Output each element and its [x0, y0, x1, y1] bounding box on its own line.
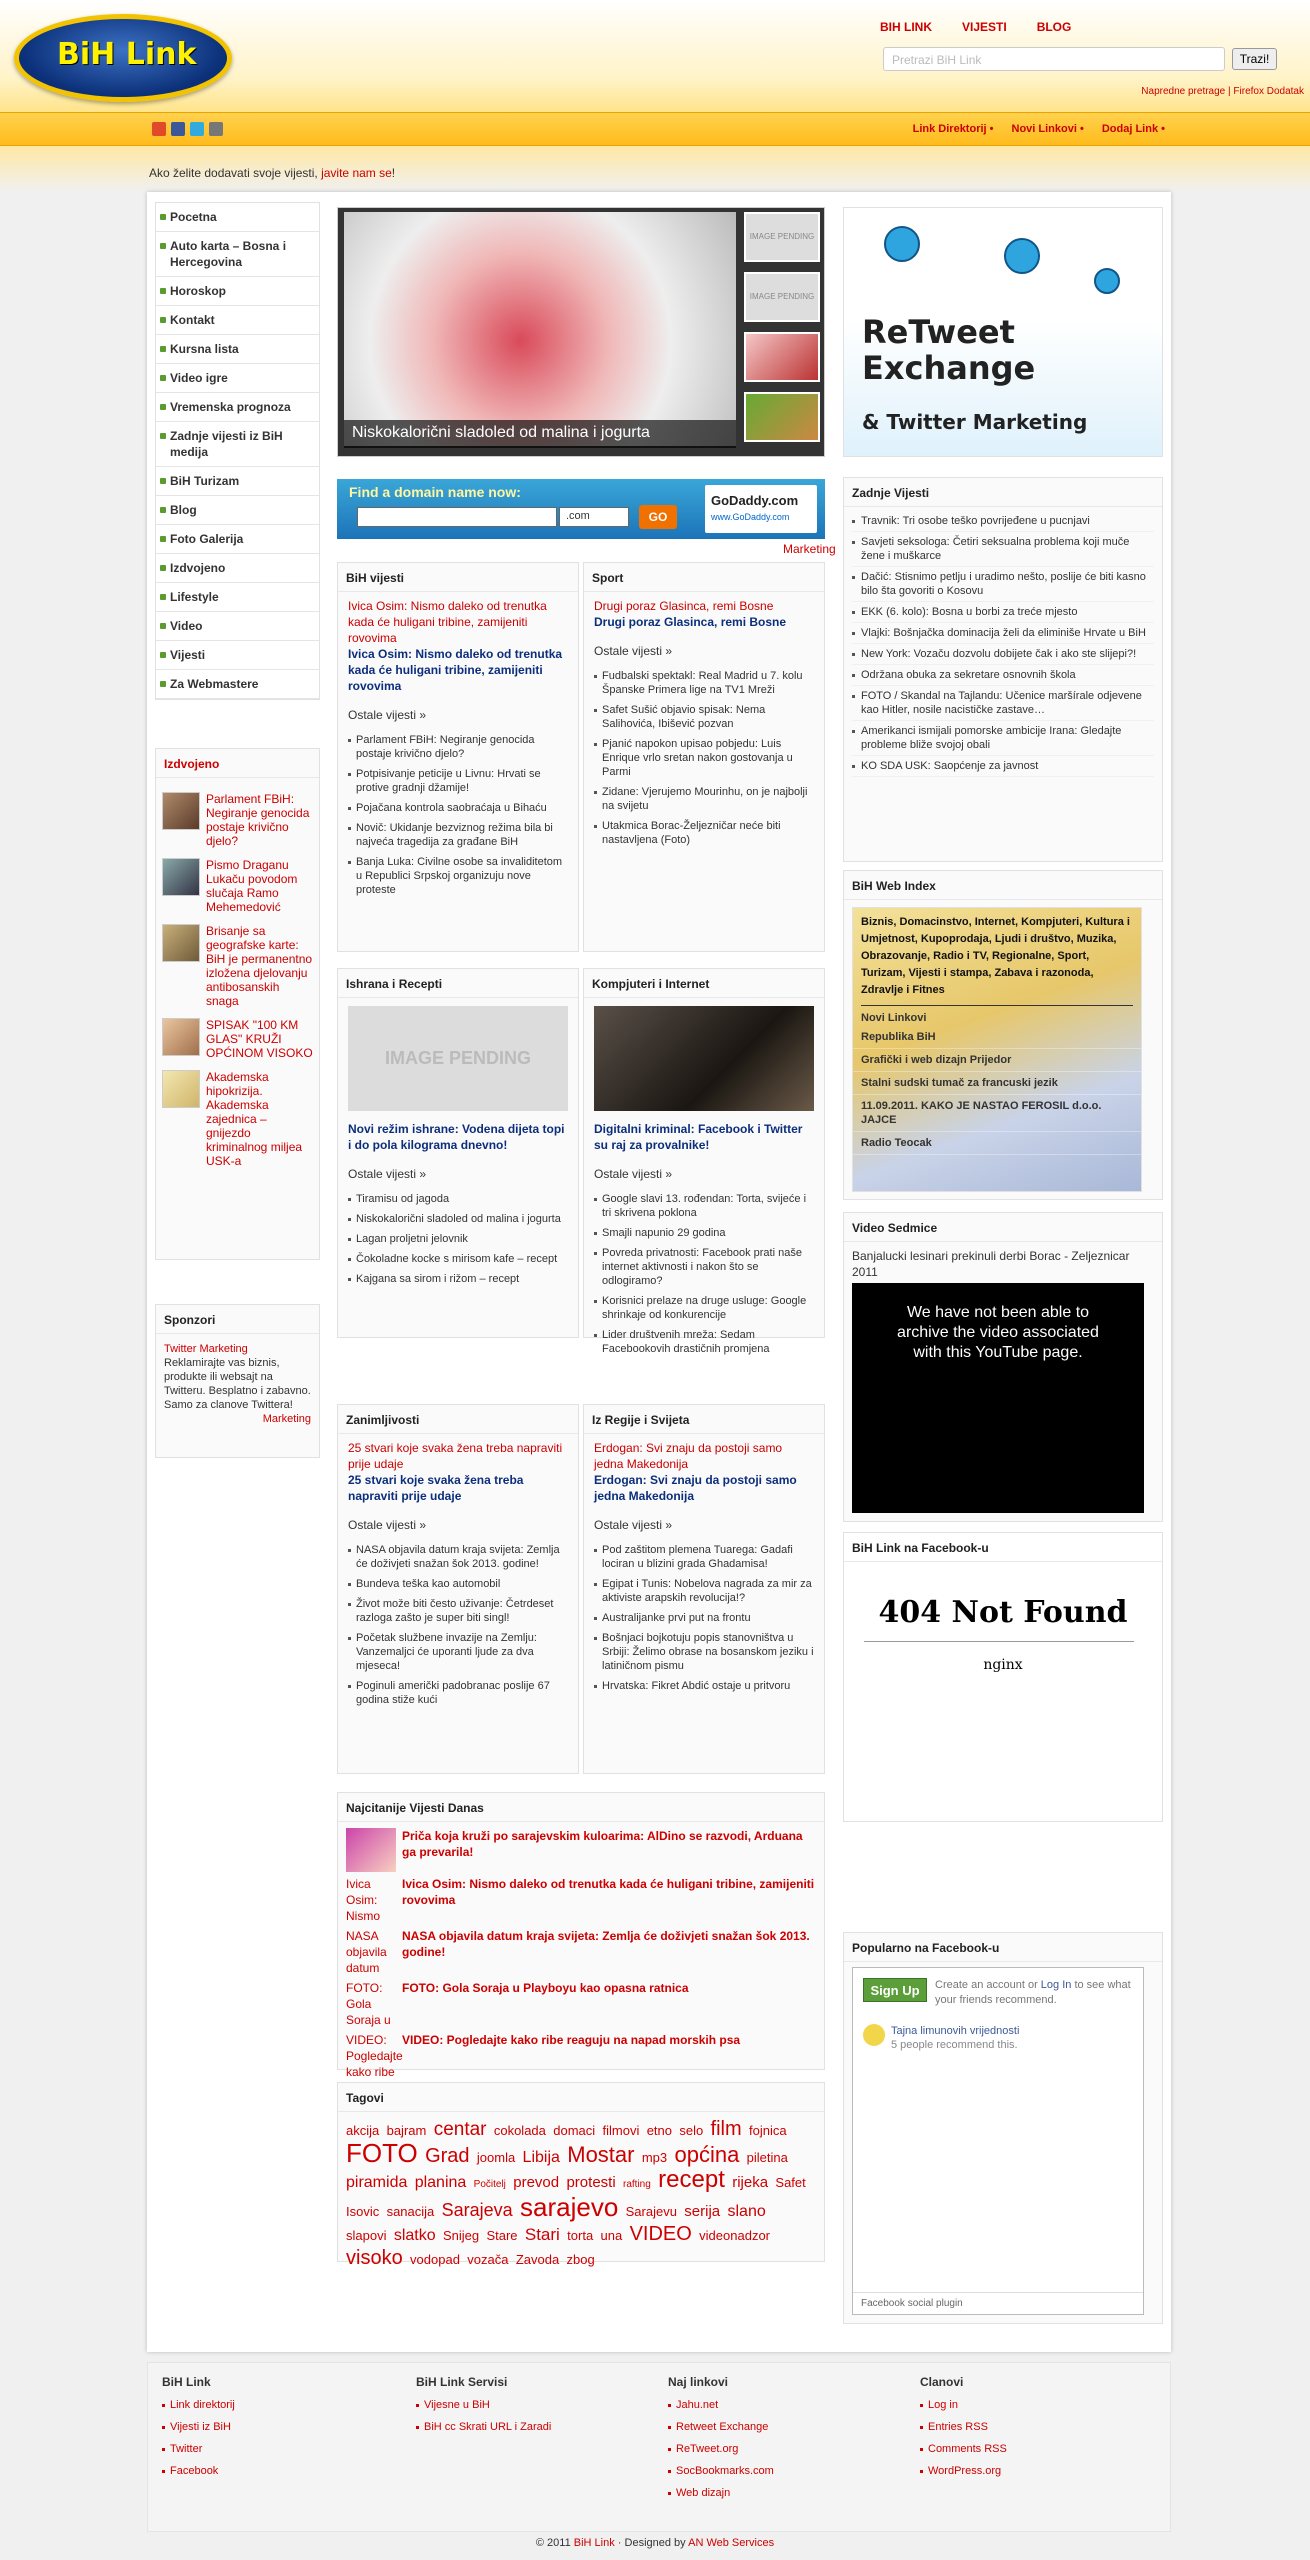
- godaddy-logo: [705, 485, 817, 533]
- najcitanije-row[interactable]: [338, 1978, 824, 2030]
- news-item[interactable]: NASA objavila datum kraja svijeta: Zemlja će doživjeti snažan šok 2013. godine!: [348, 1540, 568, 1574]
- retweet-exchange-banner[interactable]: [843, 207, 1163, 457]
- tag-link[interactable]: akcija: [346, 2123, 380, 2138]
- regija-box: [583, 1404, 825, 1774]
- news-item[interactable]: Pojačana kontrola saobraćaja u Bihaću: [348, 798, 568, 818]
- news-item[interactable]: Hrvatska: Fikret Abdić ostaje u pritvoru: [594, 1676, 814, 1696]
- news-item[interactable]: Korisnici prelaze na druge usluge: Google shrinkaje od konkurencije: [594, 1291, 814, 1325]
- tag-link[interactable]: bajram: [386, 2123, 427, 2138]
- regija-title: Iz Regije i Svijeta: [584, 1405, 824, 1434]
- facebook-prompt-text: to see what your friends recommend.: [935, 1979, 1131, 2006]
- news-item[interactable]: Poginuli američki padobranac poslije 67 godina stiže kući: [348, 1676, 568, 1710]
- tag-link[interactable]: centar: [433, 2119, 487, 2140]
- facebook-prompt-text: Create an account or: [935, 1979, 1038, 1991]
- facebook-box-title: BiH Link na Facebook-u: [844, 1533, 1162, 1562]
- tag-link[interactable]: slano: [727, 2203, 766, 2220]
- tag-link[interactable]: selo: [679, 2123, 704, 2138]
- zanimljivosti-title: Zanimljivosti: [338, 1405, 578, 1434]
- footer-link[interactable]: Retweet Exchange: [668, 2421, 898, 2443]
- link-direktorij[interactable]: Link Direktorij •: [913, 123, 994, 135]
- facebook-login-link[interactable]: Log In: [1040, 1979, 1072, 1991]
- tag-link[interactable]: zbog: [566, 2252, 595, 2267]
- bih-vijesti-box: [337, 562, 579, 952]
- retweet-title-line-1: ReTweet: [862, 313, 1015, 351]
- slider-thumbnail[interactable]: IMAGE PENDING: [744, 212, 820, 262]
- recommendation-count: 5 people recommend this.: [891, 2039, 1018, 2051]
- news-thumbnail: [162, 1070, 200, 1108]
- footer-link[interactable]: Vijesti iz BiH: [162, 2421, 392, 2443]
- najcitanije-row[interactable]: [338, 1822, 824, 1874]
- izdvojeno-item-title[interactable]: Akademska hipokrizija. Akademska zajednica – gnijezdo kriminalnog miljea USK-a: [206, 1070, 303, 1168]
- tag-link[interactable]: Stari: [524, 2225, 560, 2244]
- facebook-signup-button[interactable]: Sign Up: [863, 1978, 927, 2002]
- search-button[interactable]: Trazi!: [1232, 48, 1277, 70]
- new-link-item[interactable]: Stalni sudski tumač za francuski jezik: [853, 1072, 1141, 1095]
- news-item[interactable]: Kajgana sa sirom i rižom – recept: [348, 1269, 568, 1289]
- tag-link[interactable]: torta: [567, 2228, 594, 2243]
- ishrana-box: [337, 968, 579, 1338]
- kompjuteri-lead-headline[interactable]: Digitalni kriminal: Facebook i Twitter su raj za provalnike!: [594, 1122, 803, 1152]
- footer-heading: BiH Link: [162, 2375, 211, 2389]
- copyright: [0, 2537, 1310, 2549]
- tag-link[interactable]: Grad: [425, 2145, 470, 2167]
- bird-icon: [1094, 268, 1120, 294]
- ostale-vijesti-link[interactable]: Ostale vijesti »: [594, 1167, 673, 1181]
- zadnje-item[interactable]: KO SDA USK: Saopćenje za javnost: [852, 756, 1154, 777]
- tagovi-box: [337, 2082, 825, 2269]
- nav-izdvojeno[interactable]: Izdvojeno: [156, 554, 319, 583]
- footer-heading: Naj linkovi: [668, 2375, 729, 2389]
- footer-link[interactable]: Jahu.net: [668, 2399, 898, 2421]
- sponzori-text: Reklamirajte vas biznis, produkte ili websajt na Twitteru. Besplatno i zabavno. Samo za clanove Twittera!: [164, 1357, 311, 1411]
- news-item[interactable]: Pod zaštitom plemena Tuarega: Gadafi lociran u blizini grada Ghadamisa!: [594, 1540, 814, 1574]
- nav-foto-galerija[interactable]: Foto Galerija: [156, 525, 319, 554]
- zadnje-item[interactable]: New York: Vozaču dozvolu dobijete čak i ako ste slijepi?!: [852, 644, 1154, 665]
- news-item[interactable]: Smajli napunio 29 godina: [594, 1223, 814, 1243]
- godaddy-url: www.GoDaddy.com: [711, 512, 790, 522]
- topnav-vijesti[interactable]: VIJESTI: [962, 20, 1007, 34]
- facebook-box: [843, 1532, 1163, 1822]
- tag-link[interactable]: FOTO: [346, 2138, 418, 2168]
- tag-link[interactable]: Snijeg: [442, 2228, 480, 2243]
- footer-heading: BiH Link Servisi: [416, 2375, 508, 2389]
- zadnje-item[interactable]: EKK (6. kolo): Bosna u borbi za treće mjesto: [852, 602, 1154, 623]
- sport-lead-headline[interactable]: Drugi poraz Glasinca, remi Bosne: [594, 615, 787, 629]
- news-item[interactable]: Zidane: Vjerujemo Mourinhu, on je najbolji na svijetu: [594, 782, 814, 816]
- najcitanije-link[interactable]: FOTO: Gola Soraja u Playboyu kao opasna ratnica: [402, 1981, 689, 1995]
- new-link-item[interactable]: Republika BiH: [853, 1026, 1141, 1049]
- footer-col-clanovi: [920, 2375, 1150, 2487]
- video-player[interactable]: [852, 1283, 1144, 1513]
- notice-end: !: [391, 166, 396, 180]
- facebook-icon[interactable]: [171, 122, 185, 136]
- footer-link[interactable]: WordPress.org: [920, 2465, 1150, 2487]
- zadnje-vijesti-box: [843, 477, 1163, 862]
- nav-auto-karta[interactable]: Auto karta – Bosna i Hercegovina: [156, 232, 319, 277]
- new-link-item[interactable]: Grafički i web dizajn Prijedor: [853, 1049, 1141, 1072]
- najcitanije-title: Najcitanije Vijesti Danas: [338, 1793, 824, 1822]
- designed-by: · Designed by: [617, 2537, 686, 2549]
- tag-link[interactable]: film: [710, 2118, 742, 2140]
- image-pending: IMAGE PENDING: [348, 1006, 568, 1111]
- marketing-link[interactable]: Marketing: [262, 1413, 311, 1425]
- bar-nav: [913, 123, 1165, 135]
- notice-link[interactable]: javite nam se: [321, 166, 392, 180]
- tag-link[interactable]: Isovic: [346, 2204, 380, 2219]
- zanimljivosti-box: [337, 1404, 579, 1774]
- domain-banner-title: Find a domain name now:: [349, 484, 521, 500]
- footer-link[interactable]: Web dizajn: [668, 2487, 898, 2509]
- nav-kontakt[interactable]: Kontakt: [156, 306, 319, 335]
- tag-link[interactable]: općina: [674, 2142, 740, 2167]
- web-index-categories[interactable]: Biznis, Domacinstvo, Internet, Kompjuteri, Kultura i Umjetnost, Kupoprodaja, Ljudi i društvo, Muzika, Obrazovanje, Radio i TV, Regionalne, Sport, Turizam, Vijesti i stampa, Zabava i razonoda, Zdravlje i Fitnes: [861, 916, 1130, 996]
- news-item[interactable]: Lider društvenih mreža: Sedam Facebookovih drastičnih promjena: [594, 1325, 814, 1359]
- ostale-vijesti-link[interactable]: Ostale vijesti »: [348, 708, 427, 722]
- firefox-addon-link[interactable]: Firefox Dodatak: [1233, 86, 1304, 97]
- news-thumbnail: [162, 924, 200, 962]
- tag-link[interactable]: slapovi: [346, 2228, 387, 2243]
- web-index-box: [843, 870, 1163, 1200]
- slider-thumbnail[interactable]: [744, 332, 820, 382]
- tag-link[interactable]: sanacija: [386, 2204, 435, 2219]
- copyright-year: © 2011: [535, 2537, 571, 2549]
- tag-link[interactable]: prevod: [513, 2174, 560, 2191]
- najcitanije-link[interactable]: Priča koja kruži po sarajevskim kuloarima: AlDino se razvodi, Arduana ga prevarila!: [402, 1829, 803, 1859]
- page-content: [147, 192, 1171, 2352]
- izdvojeno-item-title[interactable]: Brisanje sa geografske karte: BiH je permanentno izložena djelovanju antibosanskih snaga: [206, 924, 313, 1008]
- notice: [0, 146, 1310, 192]
- video-unavailable-message: We have not been able to archive the video associated with this YouTube page.: [897, 1304, 1099, 1361]
- facebook-popular-box: [843, 1932, 1163, 2324]
- ostale-vijesti-link[interactable]: Ostale vijesti »: [348, 1518, 427, 1532]
- tag-link[interactable]: Stare: [486, 2228, 518, 2243]
- tag-link[interactable]: domaci: [553, 2123, 596, 2138]
- logo-text: BiH Link: [57, 37, 197, 72]
- tag-link[interactable]: Libija: [522, 2149, 560, 2166]
- tag-link[interactable]: Zavoda: [515, 2252, 560, 2267]
- najcitanije-alt: FOTO: Gola Soraja u: [346, 1981, 391, 2027]
- left-nav: [155, 202, 320, 700]
- najcitanije-row[interactable]: [338, 1926, 824, 1978]
- ostale-vijesti-link[interactable]: Ostale vijesti »: [348, 1167, 427, 1181]
- bird-icon: [884, 226, 920, 262]
- notice-text: Ako želite dodavati svoje vijesti,: [149, 166, 318, 180]
- sport-title: Sport: [584, 563, 824, 592]
- top-nav: [880, 20, 1071, 34]
- nav-kursna-lista[interactable]: Kursna lista: [156, 335, 319, 364]
- facebook-recommendation[interactable]: [863, 2024, 1019, 2052]
- tag-link[interactable]: Počitelj: [473, 2179, 506, 2190]
- news-thumbnail: [162, 1018, 200, 1056]
- novi-linkovi[interactable]: Novi Linkovi •: [1012, 123, 1084, 135]
- sponzori-title: Sponzori: [156, 1305, 319, 1334]
- news-item[interactable]: Novič: Ukidanje bezviznog režima bila bi najveća tragedija za građane BiH: [348, 818, 568, 852]
- topnav-bih-link[interactable]: BIH LINK: [880, 20, 932, 34]
- video-caption[interactable]: Banjalucki lesinari prekinuli derbi Borac - Zeljeznicar 2011: [852, 1249, 1130, 1279]
- ishrana-lead-headline[interactable]: Novi režim ishrane: Vodena dijeta topi i do pola kilograma dnevno!: [348, 1122, 565, 1152]
- tag-link[interactable]: sarajevo: [520, 2192, 619, 2222]
- news-item[interactable]: Pjanić napokon upisao pobjedu: Luis Enrique vrlo sretan nakon gostovanja u Parmi: [594, 734, 814, 782]
- news-item[interactable]: Egipat i Tunis: Nobelova nagrada za mir za aktiviste arapskih revolucija!?: [594, 1574, 814, 1608]
- footer-link[interactable]: Vijesne u BiH: [416, 2399, 646, 2421]
- nav-video[interactable]: Video: [156, 612, 319, 641]
- zadnje-item[interactable]: Održana obuka za sekretare osnovnih škola: [852, 665, 1154, 686]
- izdvojeno-item[interactable]: [162, 924, 313, 1008]
- zanim-lead-link[interactable]: 25 stvari koje svaka žena treba napraviti prije udaje: [348, 1441, 563, 1471]
- nav-zadnje-vijesti[interactable]: Zadnje vijesti iz BiH medija: [156, 422, 319, 467]
- slider-caption[interactable]: Niskokalorični sladoled od malina i jogurta: [344, 420, 736, 448]
- zadnje-vijesti-title: Zadnje Vijesti: [844, 478, 1162, 507]
- news-item[interactable]: Niskokalorični sladoled od malina i jogurta: [348, 1209, 568, 1229]
- najcitanije-row[interactable]: [338, 2030, 824, 2082]
- retweet-title: [862, 314, 1035, 386]
- tag-link[interactable]: planina: [414, 2174, 467, 2191]
- sport-lead-link[interactable]: Drugi poraz Glasinca, remi Bosne: [594, 599, 774, 613]
- footer-link[interactable]: ReTweet.org: [668, 2443, 898, 2465]
- footer-link[interactable]: BiH cc Skrati URL i Zaradi: [416, 2421, 646, 2443]
- najcitanije-link[interactable]: Ivica Osim: Nismo daleko od trenutka kada će huligani tribine, zamijeniti rovovima: [402, 1877, 815, 1907]
- footer-link[interactable]: Log in: [920, 2399, 1150, 2421]
- bih-lead-link[interactable]: Ivica Osim: Nismo daleko od trenutka kada će huligani tribine, zamijeniti rovovima: [348, 599, 547, 645]
- zadnje-item[interactable]: Dačić: Stisnimo petlju i uradimo nešto, poslije će biti kasno bilo šta govoriti o Kosovu: [852, 567, 1154, 602]
- bird-icon: [1004, 238, 1040, 274]
- ostale-vijesti-link[interactable]: Ostale vijesti »: [594, 1518, 673, 1532]
- share-icons: [152, 122, 223, 136]
- news-item[interactable]: Čokoladne kocke s mirisom kafe – recept: [348, 1249, 568, 1269]
- tag-link[interactable]: videonadzor: [699, 2228, 770, 2243]
- video-title: Video Sedmice: [844, 1213, 1162, 1242]
- new-link-item[interactable]: Radio Teocak: [853, 1132, 1141, 1155]
- news-item[interactable]: Tiramisu od jagoda: [348, 1189, 568, 1209]
- print-icon[interactable]: [209, 122, 223, 136]
- tag-link[interactable]: mp3: [641, 2150, 668, 2165]
- copyright-site-link[interactable]: BiH Link: [573, 2537, 615, 2549]
- slider-thumbnail[interactable]: [744, 392, 820, 442]
- zadnje-item[interactable]: Vlajki: Bošnjačka dominacija želi da eliminiše Hrvate u BiH: [852, 623, 1154, 644]
- nav-horoskop[interactable]: Horoskop: [156, 277, 319, 306]
- search-input[interactable]: Pretrazi BiH Link: [883, 47, 1225, 71]
- advanced-search-link[interactable]: Napredne pretrage: [1141, 86, 1226, 97]
- facebook-plugin: [852, 1967, 1144, 2315]
- tag-link[interactable]: fojnica: [749, 2123, 787, 2138]
- nav-bih-turizam[interactable]: BiH Turizam: [156, 467, 319, 496]
- new-link-item[interactable]: 11.09.2011. KAKO JE NASTAO FEROSIL d.o.o. JAJCE: [853, 1095, 1141, 1132]
- izdvojeno-box: [155, 748, 320, 1260]
- banner-marketing-link[interactable]: Marketing: [783, 542, 836, 556]
- recommendation-link[interactable]: Tajna limunovih vrijednosti: [891, 2025, 1020, 2037]
- slider-main-image[interactable]: [344, 212, 736, 446]
- news-item[interactable]: Bundeva teška kao automobil: [348, 1574, 568, 1594]
- najcitanije-link[interactable]: VIDEO: Pogledajte kako ribe reaguju na napad morskih psa: [402, 2033, 741, 2047]
- news-item[interactable]: Banja Luka: Civilne osobe sa invaliditetom u Republici Srpskoj organizuju nove proteste: [348, 852, 568, 900]
- zadnje-item[interactable]: Travnik: Tri osobe teško povrijeđene u pucnjavi: [852, 511, 1154, 532]
- not-found-heading: 404 Not Found: [878, 1595, 1128, 1630]
- tag-link[interactable]: Mostar: [567, 2142, 635, 2167]
- zanim-lead-headline[interactable]: 25 stvari koje svaka žena treba napraviti prije udaje: [348, 1473, 524, 1503]
- footer-heading: Clanovi: [920, 2375, 964, 2389]
- izdvojeno-item[interactable]: [162, 1070, 313, 1168]
- domain-go-button[interactable]: GO: [639, 505, 677, 529]
- ostale-vijesti-link[interactable]: Ostale vijesti »: [594, 644, 673, 658]
- nav-lifestyle[interactable]: Lifestyle: [156, 583, 319, 612]
- sport-box: [583, 562, 825, 952]
- godaddy-brand: GoDaddy.com: [711, 493, 799, 508]
- najcitanije-thumb: [346, 1828, 396, 1872]
- slider-thumbnail[interactable]: IMAGE PENDING: [744, 272, 820, 322]
- web-index-title: BiH Web Index: [844, 871, 1162, 900]
- twitter-icon[interactable]: [190, 122, 204, 136]
- sponzori-box: [155, 1304, 320, 1458]
- nav-vremenska-prognoza[interactable]: Vremenska prognoza: [156, 393, 319, 422]
- divider: [864, 1641, 1134, 1642]
- footer-link[interactable]: Twitter: [162, 2443, 392, 2465]
- izdvojeno-item-title[interactable]: SPISAK "100 KM GLAS" KRUŽI OPĆINOM VISOKO: [206, 1018, 313, 1060]
- news-item[interactable]: Početak službene invazije na Zemlju: Vanzemaljci će uporanti ljude za dva mjeseca!: [348, 1628, 568, 1676]
- dodaj-link[interactable]: Dodaj Link •: [1102, 123, 1165, 135]
- facebook-prompt: [935, 1978, 1135, 2008]
- tag-link[interactable]: VIDEO: [629, 2223, 692, 2245]
- najcitanije-alt: Ivica Osim: Nismo: [346, 1877, 381, 1923]
- tag-link[interactable]: una: [600, 2228, 623, 2243]
- tag-link[interactable]: protesti: [566, 2174, 616, 2191]
- designer-link[interactable]: AN Web Services: [688, 2537, 775, 2549]
- nav-vijesti[interactable]: Vijesti: [156, 641, 319, 670]
- izdvojeno-item-title[interactable]: Pismo Draganu Lukaču povodom slučaja Ramo Mehemedović: [206, 858, 298, 914]
- najcitanije-link[interactable]: NASA objavila datum kraja svijeta: Zemlja će doživjeti snažan šok 2013. godine!: [402, 1929, 810, 1959]
- tag-link[interactable]: serija: [684, 2203, 721, 2220]
- footer-link[interactable]: Entries RSS: [920, 2421, 1150, 2443]
- nav-pocetna[interactable]: Pocetna: [156, 203, 319, 232]
- news-item[interactable]: Parlament FBiH: Negiranje genocida postaje krivično djelo?: [348, 730, 568, 764]
- kompjuteri-box: [583, 968, 825, 1355]
- regija-lead-link[interactable]: Erdogan: Svi znaju da postoji samo jedna Makedonija: [594, 1441, 783, 1471]
- news-item[interactable]: Safet Sušić objavio spisak: Nema Salihovića, Ibišević pozvan: [594, 700, 814, 734]
- featured-slider: [337, 207, 825, 457]
- tag-link[interactable]: etno: [646, 2123, 672, 2138]
- najcitanije-row[interactable]: [338, 1874, 824, 1926]
- zadnje-item[interactable]: Amerikanci ismijali pomorske ambicije Irana: Gledajte probleme bliže svojoj obali: [852, 721, 1154, 756]
- web-index-panel: [852, 907, 1142, 1192]
- news-item[interactable]: Lagan proljetni jelovnik: [348, 1229, 568, 1249]
- izdvojeno-item[interactable]: [162, 858, 313, 914]
- server-name: nginx: [983, 1657, 1023, 1673]
- nav-za-webmastere[interactable]: Za Webmastere: [156, 670, 319, 699]
- header: [0, 0, 1310, 112]
- site-logo[interactable]: [14, 14, 232, 102]
- news-item[interactable]: Australijanke prvi put na frontu: [594, 1608, 814, 1628]
- search-links: Napredne pretrage | Firefox Dodatak: [1141, 86, 1304, 97]
- zadnje-item[interactable]: Savjeti seksologa: Četiri seksualna problema koji muče žene i muškarce: [852, 532, 1154, 567]
- tag-cloud: [338, 2112, 824, 2277]
- footer-col-servisi: [416, 2375, 646, 2443]
- tag-link[interactable]: filmovi: [602, 2123, 640, 2138]
- retweet-title-line-2: Exchange: [862, 349, 1036, 387]
- domain-extension-select[interactable]: .com: [559, 507, 629, 527]
- facebook-plugin-footer: Facebook social plugin: [853, 2292, 1143, 2314]
- news-thumbnail: [162, 858, 200, 896]
- footer: [147, 2362, 1171, 2532]
- retweet-subtitle: & Twitter Marketing: [862, 410, 1088, 434]
- nav-blog[interactable]: Blog: [156, 496, 319, 525]
- izdvojeno-item[interactable]: [162, 1018, 313, 1060]
- tag-link[interactable]: Safet: [775, 2175, 806, 2190]
- orange-bar: [0, 112, 1310, 146]
- tag-link[interactable]: joomla: [476, 2150, 516, 2165]
- topnav-blog[interactable]: BLOG: [1036, 20, 1072, 34]
- zadnje-item[interactable]: FOTO / Skandal na Tajlandu: Učenice maršírale odjevene kao Hitler, nosile nacističke zastave…: [852, 686, 1154, 721]
- novi-linkovi-title: Novi Linkovi: [861, 1012, 927, 1024]
- twitter-marketing-link[interactable]: Twitter Marketing: [164, 1343, 248, 1355]
- news-item[interactable]: Utakmica Borac-Željezničar neće biti nastavljena (Foto): [594, 816, 814, 850]
- bih-vijesti-title: BiH vijesti: [338, 563, 578, 592]
- izdvojeno-item-title[interactable]: Parlament FBiH: Negiranje genocida postaje krivično djelo?: [206, 792, 310, 848]
- tag-link[interactable]: cokolada: [493, 2123, 546, 2138]
- facebook-popular-title: Popularno na Facebook-u: [844, 1933, 1162, 1962]
- tag-link[interactable]: rijeka: [732, 2174, 769, 2191]
- footer-link[interactable]: Facebook: [162, 2465, 392, 2487]
- news-item[interactable]: Fudbalski spektakl: Real Madrid u 7. kolu Španske Primera lige na TV1 Mreži: [594, 666, 814, 700]
- lemon-icon: [863, 2024, 885, 2046]
- footer-col-bih-link: [162, 2375, 392, 2487]
- news-item[interactable]: Život može biti često uživanje: Četrdeset razloga zašto je super biti singl!: [348, 1594, 568, 1628]
- news-item[interactable]: Google slavi 13. rođendan: Torta, svijeće i tri skrivena poklona: [594, 1189, 814, 1223]
- tag-link[interactable]: piramida: [346, 2174, 408, 2191]
- news-item[interactable]: Bošnjaci bojkotuju popis stanovništva u Srbiji: Želimo obrase na bosanskom jeziku i latiničnom pismu: [594, 1628, 814, 1676]
- bih-lead-headline[interactable]: Ivica Osim: Nismo daleko od trenutka kada će huligani tribine, zamijeniti rovovima: [348, 647, 563, 693]
- footer-link[interactable]: Comments RSS: [920, 2443, 1150, 2465]
- tag-link[interactable]: vozača: [467, 2252, 509, 2267]
- najcitanije-alt: VIDEO: Pogledajte kako ribe: [346, 2033, 403, 2079]
- tag-link[interactable]: Sarajeva: [441, 2200, 513, 2220]
- tag-link[interactable]: rafting: [623, 2179, 651, 2190]
- footer-col-naj-linkovi: [668, 2375, 898, 2509]
- news-item[interactable]: Potpisivanje peticije u Livnu: Hrvati se protive gradnji džamije!: [348, 764, 568, 798]
- tag-link[interactable]: visoko: [346, 2247, 403, 2269]
- najcitanije-box: [337, 1792, 825, 2079]
- regija-lead-headline[interactable]: Erdogan: Svi znaju da postoji samo jedna Makedonija: [594, 1473, 797, 1503]
- tag-link[interactable]: recept: [658, 2166, 725, 2193]
- news-item[interactable]: Povreda privatnosti: Facebook prati naše internet aktivnosti i nakon što se odlogiramo?: [594, 1243, 814, 1291]
- tag-link[interactable]: vodopad: [410, 2252, 460, 2267]
- domain-input[interactable]: [357, 507, 557, 527]
- kompjuteri-image[interactable]: [594, 1006, 814, 1111]
- najcitanije-alt: NASA objavila datum: [346, 1929, 387, 1975]
- godaddy-banner[interactable]: [337, 479, 825, 539]
- ishrana-title: Ishrana i Recepti: [338, 969, 578, 998]
- tag-link[interactable]: Sarajevu: [625, 2204, 677, 2219]
- video-sedmice-box: [843, 1212, 1163, 1522]
- footer-link[interactable]: SocBookmarks.com: [668, 2465, 898, 2487]
- nav-video-igre[interactable]: Video igre: [156, 364, 319, 393]
- tagovi-title: Tagovi: [338, 2083, 824, 2112]
- izdvojeno-title: Izdvojeno: [156, 749, 319, 778]
- footer-link[interactable]: Link direktorij: [162, 2399, 392, 2421]
- izdvojeno-item[interactable]: [162, 792, 313, 848]
- plus-icon[interactable]: [152, 122, 166, 136]
- tag-link[interactable]: piletina: [746, 2150, 788, 2165]
- tag-link[interactable]: slatko: [393, 2227, 436, 2244]
- news-thumbnail: [162, 792, 200, 830]
- kompjuteri-title: Kompjuteri i Internet: [584, 969, 824, 998]
